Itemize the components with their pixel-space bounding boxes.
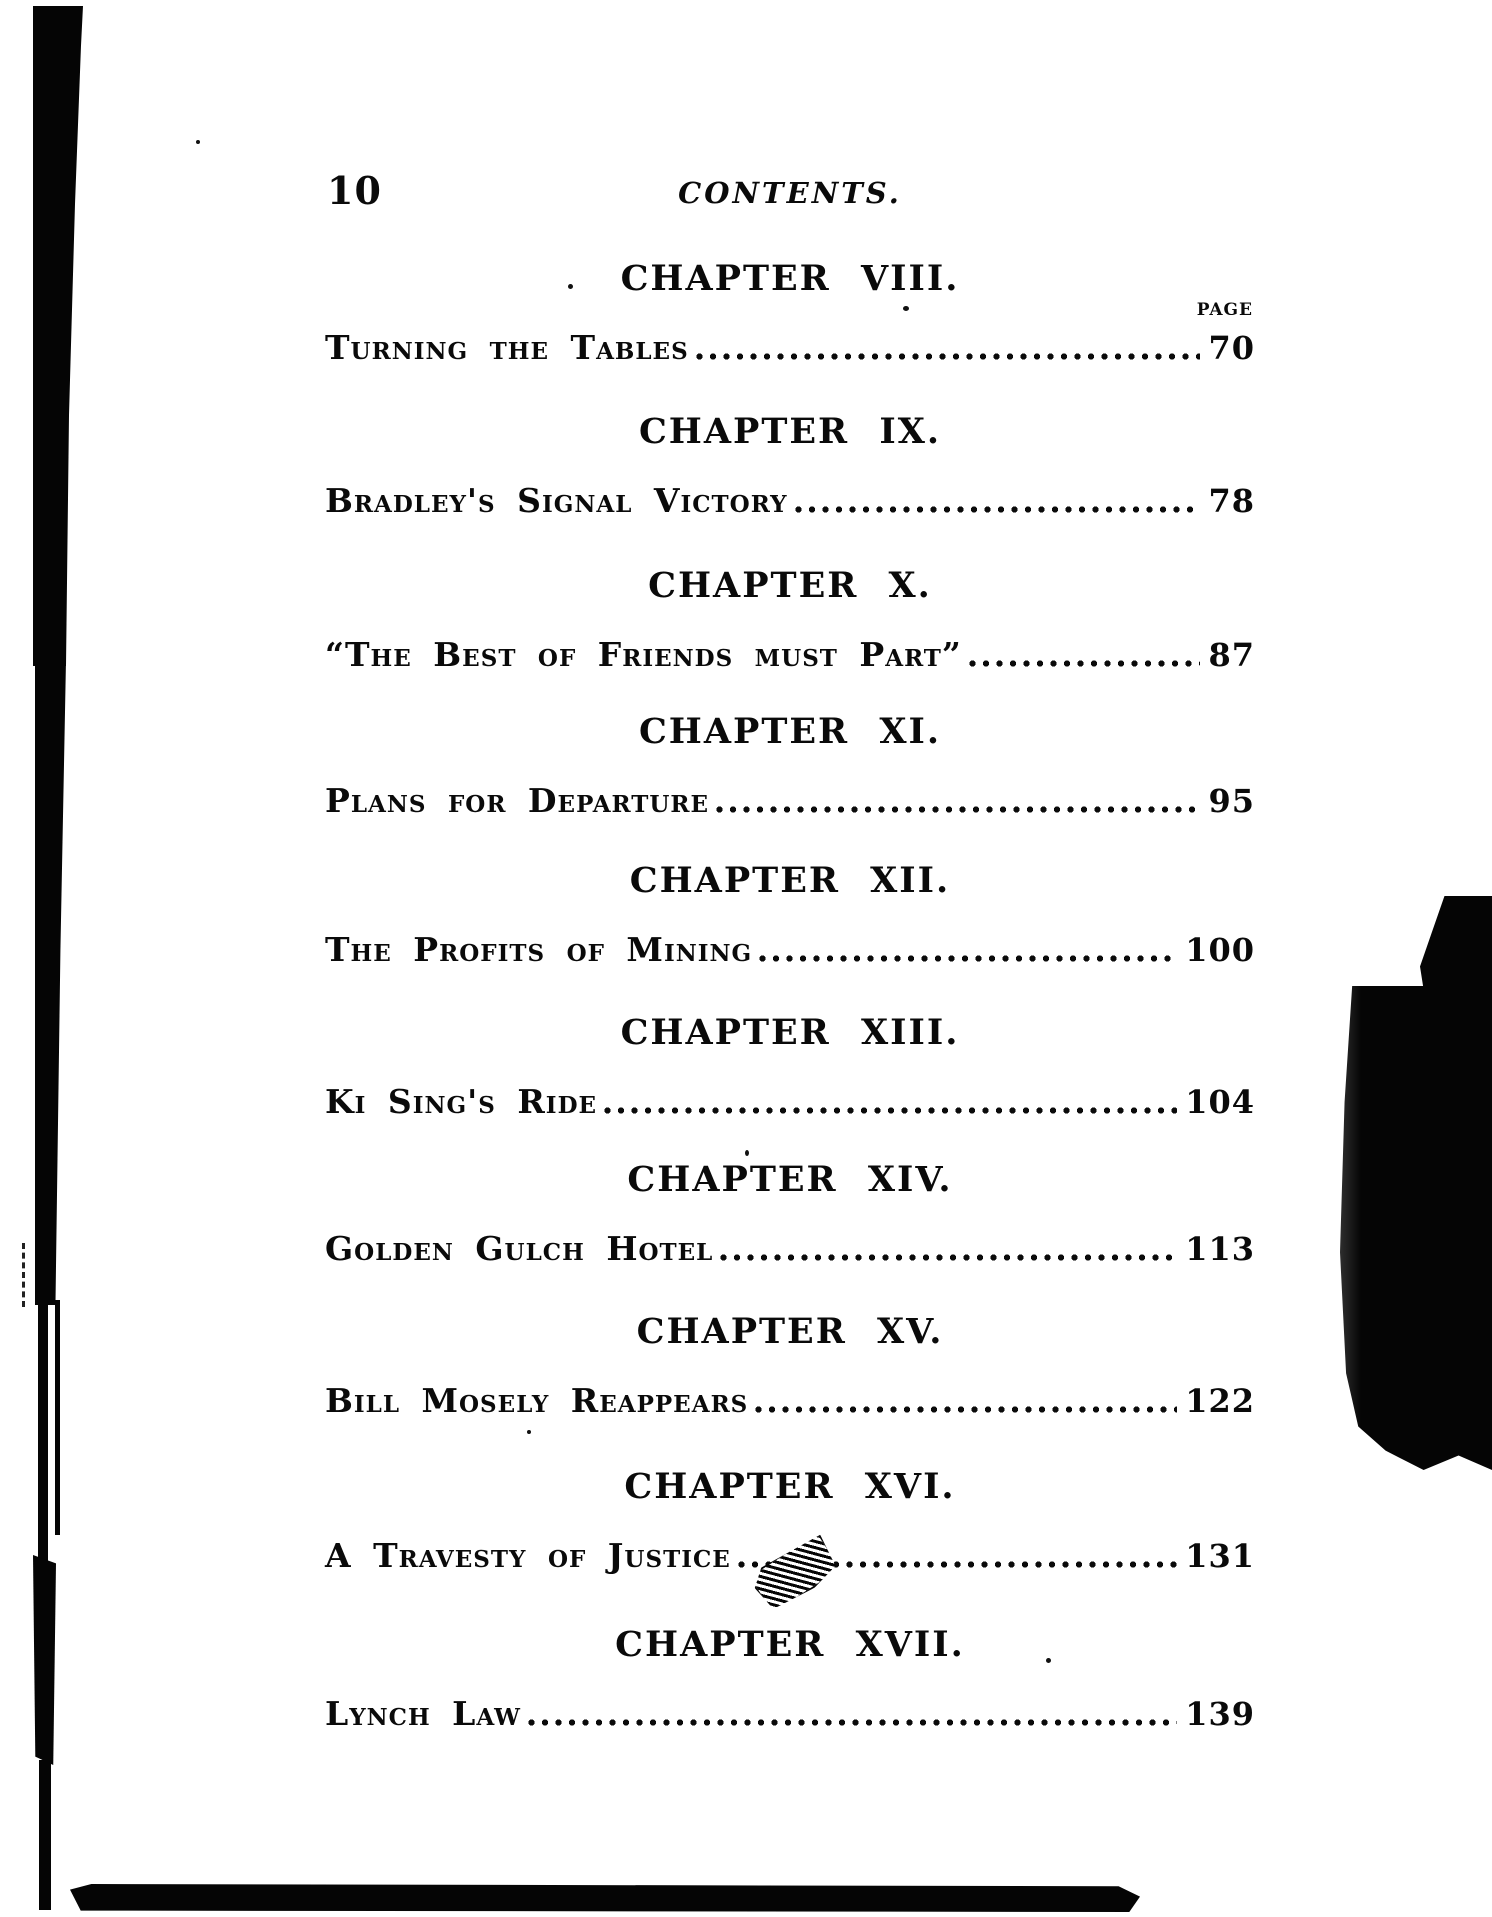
toc-entry (325, 635, 1255, 675)
toc-entry-title: “The Best of Friends must Part” (325, 635, 962, 674)
toc-section (325, 1161, 1255, 1269)
dot-leader (693, 352, 1201, 361)
scan-speck (903, 306, 909, 311)
dot-leader (966, 659, 1201, 668)
toc-entry-title: Plans for Departure (325, 781, 710, 820)
toc-entry-title: Lynch Law (325, 1694, 521, 1733)
toc-entry (325, 1082, 1255, 1122)
toc-entry-page: 70 (1208, 329, 1255, 367)
toc-entry-title: Bill Mosely Reappears (325, 1381, 749, 1420)
dot-leader (713, 805, 1200, 814)
toc-entry (325, 481, 1255, 521)
toc-entry-page: 104 (1185, 1083, 1255, 1121)
scan-artifact-left-line (55, 1300, 60, 1535)
scan-artifact-left-bar-mid (35, 660, 66, 1305)
toc-entry-title: Bradley's Signal Victory (325, 481, 788, 520)
scan-artifact-dotted-line (22, 1243, 25, 1307)
chapter-heading: CHAPTER XVII. (615, 1624, 965, 1665)
table-of-contents (325, 0, 1255, 1917)
toc-entry-page: 87 (1208, 636, 1255, 674)
scan-speck (527, 1430, 531, 1434)
toc-entry-page: 139 (1185, 1695, 1255, 1733)
chapter-heading: CHAPTER XI. (638, 711, 942, 752)
chapter-heading: CHAPTER XV. (636, 1311, 944, 1352)
toc-entry-page: 113 (1185, 1230, 1255, 1268)
toc-section (325, 1626, 1255, 1734)
scan-artifact-right-blob-upper (1420, 896, 1492, 994)
toc-section (325, 713, 1255, 821)
toc-entry (325, 930, 1255, 970)
page-column-label: PAGE (1196, 300, 1253, 320)
dot-leader (756, 954, 1177, 963)
toc-section (325, 1014, 1255, 1122)
toc-entry-page: 131 (1185, 1537, 1255, 1575)
toc-entry-title: Golden Gulch Hotel (325, 1229, 714, 1268)
dot-leader (525, 1718, 1177, 1727)
dot-leader (792, 505, 1201, 514)
toc-entry-page: 122 (1185, 1382, 1255, 1420)
toc-section (325, 862, 1255, 970)
running-head: CONTENTS. (678, 176, 902, 210)
toc-entry-page: 100 (1185, 931, 1255, 969)
toc-entry-title: Turning the Tables (325, 328, 689, 367)
scan-artifact-right-blob-main (1340, 986, 1492, 1470)
toc-section (325, 260, 1255, 368)
scan-speck (745, 1150, 749, 1156)
scan-artifact-left-blob (33, 1555, 56, 1765)
toc-section (325, 567, 1255, 675)
scan-speck (196, 140, 200, 144)
toc-section (325, 1313, 1255, 1421)
chapter-heading: CHAPTER IX. (638, 411, 942, 452)
chapter-heading: CHAPTER VIII. (620, 258, 960, 299)
chapter-heading: CHAPTER XIII. (620, 1012, 960, 1053)
toc-entry-title: Ki Sing's Ride (325, 1082, 598, 1121)
chapter-heading: CHAPTER X. (648, 565, 932, 606)
toc-entry-page: 95 (1208, 782, 1255, 820)
scan-artifact-left-line (39, 1760, 51, 1910)
toc-entry (325, 328, 1255, 368)
chapter-heading: CHAPTER XIV. (627, 1159, 953, 1200)
toc-entry (325, 1381, 1255, 1421)
toc-entry (325, 1694, 1255, 1734)
toc-section (325, 413, 1255, 521)
toc-entry (325, 781, 1255, 821)
toc-entry-title: A Travesty of Justice (325, 1536, 731, 1575)
scan-artifact-left-bar-top (33, 6, 83, 666)
page-number: 10 (327, 168, 382, 213)
chapter-heading: CHAPTER XII. (629, 860, 951, 901)
scan-artifact-bottom-bar (70, 1884, 1140, 1912)
dot-leader (752, 1405, 1177, 1414)
scan-speck (1046, 1658, 1051, 1663)
scan-speck (568, 284, 573, 289)
scan-artifact-left-line (38, 1295, 48, 1600)
toc-entry-page: 78 (1208, 482, 1255, 520)
dot-leader (717, 1253, 1177, 1262)
chapter-heading: CHAPTER XVI. (624, 1466, 956, 1507)
toc-entry-title: The Profits of Mining (325, 930, 753, 969)
toc-entry (325, 1229, 1255, 1269)
dot-leader (601, 1106, 1177, 1115)
